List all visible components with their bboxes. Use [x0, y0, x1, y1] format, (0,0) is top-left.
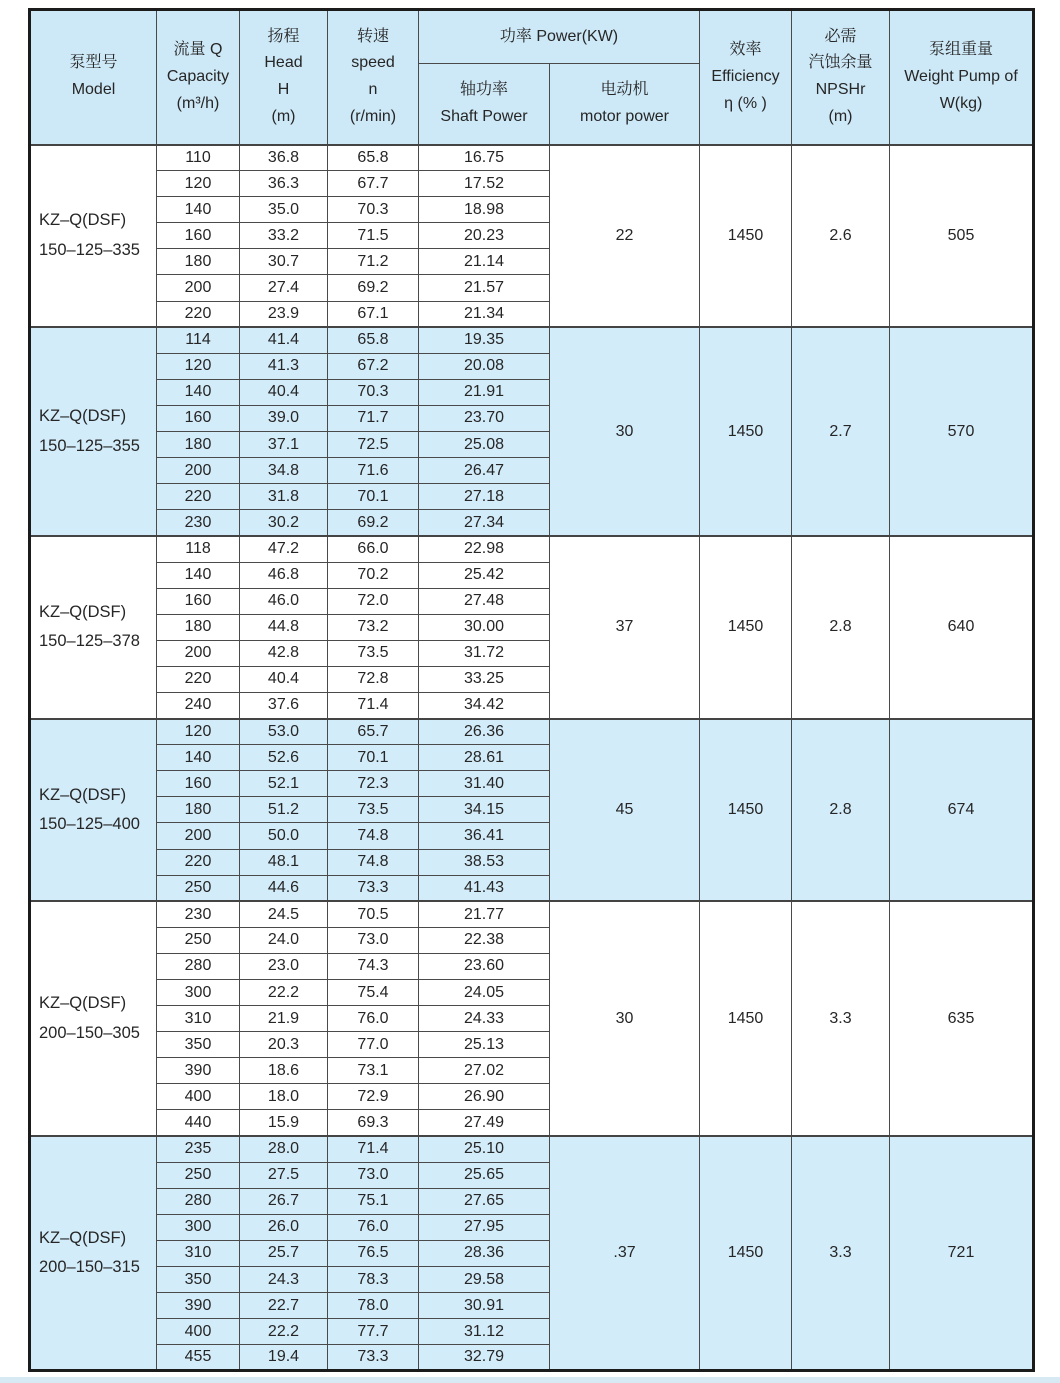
cell-head: 18.6 [240, 1058, 328, 1084]
cell-shaft-power: 27.95 [419, 1214, 550, 1240]
cell-shaft-power: 31.12 [419, 1319, 550, 1345]
cell-model [30, 536, 157, 719]
model-line: KZ–Q(DSF) [39, 785, 127, 804]
cell-speed: 67.1 [328, 301, 419, 327]
cell-capacity: 160 [157, 223, 240, 249]
cell-head: 24.3 [240, 1267, 328, 1293]
cell-head: 22.7 [240, 1293, 328, 1319]
table-header [30, 10, 1034, 145]
cell-head: 34.8 [240, 458, 328, 484]
cell-head: 30.2 [240, 510, 328, 536]
cell-head: 23.9 [240, 301, 328, 327]
cell-capacity: 310 [157, 1006, 240, 1032]
cell-speed: 72.9 [328, 1084, 419, 1110]
cell-speed: 72.5 [328, 432, 419, 458]
cell-capacity: 200 [157, 640, 240, 666]
cell-speed: 78.3 [328, 1267, 419, 1293]
cell-capacity: 240 [157, 692, 240, 718]
cell-head: 40.4 [240, 379, 328, 405]
table-body [30, 145, 1034, 1371]
cell-head: 27.5 [240, 1162, 328, 1188]
cell-speed: 71.7 [328, 405, 419, 431]
table-row [30, 327, 1034, 353]
cell-speed: 70.3 [328, 197, 419, 223]
header-npshr-line: (m) [828, 108, 853, 126]
header-model-line: Model [71, 81, 116, 99]
cell-capacity: 160 [157, 771, 240, 797]
cell-capacity: 250 [157, 927, 240, 953]
cell-head: 31.8 [240, 484, 328, 510]
cell-capacity: 400 [157, 1319, 240, 1345]
header-speed-line: speed [351, 54, 395, 72]
cell-speed: 67.7 [328, 171, 419, 197]
header-model-line: 泵型号 [69, 54, 118, 72]
cell-shaft-power: 30.91 [419, 1293, 550, 1319]
cell-efficiency: 1450 [700, 536, 792, 719]
cell-speed: 77.0 [328, 1032, 419, 1058]
cell-speed: 74.3 [328, 953, 419, 979]
pump-spec-table [28, 8, 1035, 1372]
cell-speed: 69.2 [328, 510, 419, 536]
cell-shaft-power: 26.90 [419, 1084, 550, 1110]
cell-capacity: 440 [157, 1110, 240, 1136]
cell-shaft-power: 21.91 [419, 379, 550, 405]
cell-speed: 75.1 [328, 1188, 419, 1214]
cell-speed: 73.1 [328, 1058, 419, 1084]
bottom-strip [0, 1377, 1060, 1383]
cell-shaft-power: 24.33 [419, 1006, 550, 1032]
header-head [240, 10, 328, 145]
cell-capacity: 300 [157, 1214, 240, 1240]
table-row [30, 719, 1034, 745]
cell-model [30, 1136, 157, 1371]
cell-head: 21.9 [240, 1006, 328, 1032]
cell-speed: 78.0 [328, 1293, 419, 1319]
table-row [30, 1136, 1034, 1162]
model-line: KZ–Q(DSF) [39, 211, 127, 230]
header-capacity-line: (m³/h) [176, 94, 220, 112]
cell-capacity: 120 [157, 171, 240, 197]
cell-capacity: 280 [157, 953, 240, 979]
model-line: 200–150–315 [39, 1258, 140, 1277]
cell-capacity: 200 [157, 458, 240, 484]
cell-shaft-power: 36.41 [419, 823, 550, 849]
cell-capacity: 114 [157, 327, 240, 353]
cell-head: 51.2 [240, 797, 328, 823]
cell-capacity: 220 [157, 484, 240, 510]
cell-shaft-power: 28.36 [419, 1240, 550, 1266]
cell-motor-power: 30 [550, 901, 700, 1136]
cell-capacity: 180 [157, 797, 240, 823]
cell-shaft-power: 21.77 [419, 901, 550, 927]
cell-speed: 70.1 [328, 745, 419, 771]
cell-head: 24.5 [240, 901, 328, 927]
cell-motor-power: 37 [550, 536, 700, 719]
header-speed-line: n [368, 81, 378, 99]
cell-npshr: 2.8 [792, 719, 890, 902]
cell-shaft-power: 27.34 [419, 510, 550, 536]
model-line: 150–125–400 [39, 814, 140, 833]
cell-head: 39.0 [240, 405, 328, 431]
cell-shaft-power: 26.47 [419, 458, 550, 484]
cell-efficiency: 1450 [700, 901, 792, 1136]
header-weight-line: W(kg) [939, 94, 983, 112]
cell-shaft-power: 24.05 [419, 980, 550, 1006]
cell-weight: 635 [890, 901, 1034, 1136]
cell-npshr: 2.7 [792, 327, 890, 536]
header-npshr [792, 10, 890, 145]
cell-shaft-power: 20.08 [419, 353, 550, 379]
cell-speed: 76.0 [328, 1214, 419, 1240]
cell-speed: 74.8 [328, 823, 419, 849]
cell-npshr: 2.6 [792, 145, 890, 328]
cell-head: 44.6 [240, 875, 328, 901]
cell-shaft-power: 28.61 [419, 745, 550, 771]
cell-shaft-power: 21.34 [419, 301, 550, 327]
header-shaft-power-line: Shaft Power [440, 107, 528, 125]
cell-capacity: 220 [157, 666, 240, 692]
header-weight-line: Weight Pump of [904, 67, 1018, 85]
cell-head: 42.8 [240, 640, 328, 666]
cell-shaft-power: 19.35 [419, 327, 550, 353]
table-row [30, 145, 1034, 171]
cell-shaft-power: 25.65 [419, 1162, 550, 1188]
table-row [30, 536, 1034, 562]
cell-capacity: 160 [157, 405, 240, 431]
cell-speed: 70.2 [328, 562, 419, 588]
cell-shaft-power: 18.98 [419, 197, 550, 223]
cell-speed: 65.8 [328, 145, 419, 171]
cell-head: 15.9 [240, 1110, 328, 1136]
model-line: KZ–Q(DSF) [39, 407, 127, 426]
cell-head: 53.0 [240, 719, 328, 745]
cell-head: 24.0 [240, 927, 328, 953]
cell-capacity: 120 [157, 353, 240, 379]
cell-shaft-power: 22.38 [419, 927, 550, 953]
cell-head: 20.3 [240, 1032, 328, 1058]
cell-capacity: 350 [157, 1032, 240, 1058]
cell-head: 27.4 [240, 275, 328, 301]
cell-capacity: 300 [157, 980, 240, 1006]
header-model [30, 10, 157, 145]
cell-efficiency: 1450 [700, 1136, 792, 1371]
cell-capacity: 220 [157, 301, 240, 327]
cell-capacity: 455 [157, 1345, 240, 1371]
cell-head: 22.2 [240, 980, 328, 1006]
header-speed-line: 转速 [356, 27, 389, 45]
cell-shaft-power: 23.70 [419, 405, 550, 431]
cell-capacity: 110 [157, 145, 240, 171]
cell-efficiency: 1450 [700, 719, 792, 902]
cell-capacity: 120 [157, 719, 240, 745]
header-head-line: (m) [271, 108, 296, 126]
cell-speed: 72.3 [328, 771, 419, 797]
cell-head: 19.4 [240, 1345, 328, 1371]
header-shaft-power [419, 64, 550, 145]
header-capacity-line: 流量 Q [173, 40, 223, 58]
cell-motor-power: 30 [550, 327, 700, 536]
cell-motor-power: .37 [550, 1136, 700, 1371]
cell-shaft-power: 17.52 [419, 171, 550, 197]
cell-speed: 72.0 [328, 588, 419, 614]
cell-shaft-power: 21.57 [419, 275, 550, 301]
cell-head: 46.8 [240, 562, 328, 588]
cell-speed: 65.8 [328, 327, 419, 353]
cell-speed: 69.3 [328, 1110, 419, 1136]
header-efficiency-line: Efficiency [711, 67, 780, 85]
cell-head: 25.7 [240, 1240, 328, 1266]
cell-speed: 71.5 [328, 223, 419, 249]
cell-capacity: 235 [157, 1136, 240, 1162]
cell-head: 33.2 [240, 223, 328, 249]
cell-shaft-power: 27.18 [419, 484, 550, 510]
cell-capacity: 160 [157, 588, 240, 614]
cell-model [30, 327, 157, 536]
cell-capacity: 230 [157, 901, 240, 927]
cell-head: 35.0 [240, 197, 328, 223]
cell-shaft-power: 41.43 [419, 875, 550, 901]
cell-model [30, 719, 157, 902]
model-line: KZ–Q(DSF) [39, 602, 127, 621]
cell-shaft-power: 16.75 [419, 145, 550, 171]
cell-speed: 73.5 [328, 640, 419, 666]
cell-weight: 674 [890, 719, 1034, 902]
cell-speed: 75.4 [328, 980, 419, 1006]
cell-shaft-power: 27.49 [419, 1110, 550, 1136]
cell-speed: 71.6 [328, 458, 419, 484]
cell-head: 36.3 [240, 171, 328, 197]
header-motor-power [550, 64, 700, 145]
cell-head: 18.0 [240, 1084, 328, 1110]
cell-shaft-power: 38.53 [419, 849, 550, 875]
cell-shaft-power: 25.10 [419, 1136, 550, 1162]
cell-head: 41.4 [240, 327, 328, 353]
cell-head: 26.0 [240, 1214, 328, 1240]
cell-capacity: 280 [157, 1188, 240, 1214]
header-efficiency-line: 效率 [729, 40, 762, 58]
cell-shaft-power: 29.58 [419, 1267, 550, 1293]
header-shaft-power-line: 轴功率 [459, 80, 508, 98]
cell-capacity: 230 [157, 510, 240, 536]
header-npshr-line: 汽蚀余量 [808, 54, 873, 72]
cell-shaft-power: 25.42 [419, 562, 550, 588]
cell-speed: 72.8 [328, 666, 419, 692]
cell-speed: 76.5 [328, 1240, 419, 1266]
header-npshr-line: 必需 [824, 27, 857, 45]
header-weight [890, 10, 1034, 145]
cell-npshr: 2.8 [792, 536, 890, 719]
cell-capacity: 140 [157, 562, 240, 588]
cell-head: 50.0 [240, 823, 328, 849]
cell-shaft-power: 27.48 [419, 588, 550, 614]
header-npshr-line: NPSHr [815, 81, 866, 99]
cell-speed: 73.3 [328, 875, 419, 901]
cell-weight: 570 [890, 327, 1034, 536]
header-speed [328, 10, 419, 145]
cell-speed: 76.0 [328, 1006, 419, 1032]
cell-efficiency: 1450 [700, 145, 792, 328]
cell-capacity: 140 [157, 745, 240, 771]
cell-capacity: 140 [157, 379, 240, 405]
cell-head: 48.1 [240, 849, 328, 875]
cell-model [30, 145, 157, 328]
cell-head: 46.0 [240, 588, 328, 614]
cell-head: 30.7 [240, 249, 328, 275]
cell-efficiency: 1450 [700, 327, 792, 536]
cell-head: 37.1 [240, 432, 328, 458]
cell-speed: 66.0 [328, 536, 419, 562]
header-motor-power-line: 电动机 [600, 80, 649, 98]
cell-shaft-power: 31.40 [419, 771, 550, 797]
cell-speed: 71.4 [328, 692, 419, 718]
cell-shaft-power: 25.13 [419, 1032, 550, 1058]
cell-head: 41.3 [240, 353, 328, 379]
cell-model [30, 901, 157, 1136]
model-line: 200–150–305 [39, 1023, 140, 1042]
cell-weight: 640 [890, 536, 1034, 719]
cell-shaft-power: 21.14 [419, 249, 550, 275]
cell-head: 37.6 [240, 692, 328, 718]
cell-speed: 69.2 [328, 275, 419, 301]
cell-shaft-power: 31.72 [419, 640, 550, 666]
cell-shaft-power: 27.65 [419, 1188, 550, 1214]
model-line: KZ–Q(DSF) [39, 994, 127, 1013]
cell-speed: 74.8 [328, 849, 419, 875]
cell-speed: 70.5 [328, 901, 419, 927]
cell-capacity: 180 [157, 249, 240, 275]
cell-capacity: 180 [157, 614, 240, 640]
cell-npshr: 3.3 [792, 901, 890, 1136]
cell-capacity: 310 [157, 1240, 240, 1266]
cell-capacity: 250 [157, 875, 240, 901]
cell-npshr: 3.3 [792, 1136, 890, 1371]
model-line: KZ–Q(DSF) [39, 1228, 127, 1247]
cell-shaft-power: 23.60 [419, 953, 550, 979]
model-line: 150–125–355 [39, 436, 140, 455]
cell-speed: 67.2 [328, 353, 419, 379]
cell-speed: 65.7 [328, 719, 419, 745]
header-head-line: H [277, 81, 290, 99]
cell-speed: 73.2 [328, 614, 419, 640]
cell-capacity: 400 [157, 1084, 240, 1110]
cell-shaft-power: 20.23 [419, 223, 550, 249]
cell-capacity: 350 [157, 1267, 240, 1293]
cell-capacity: 220 [157, 849, 240, 875]
cell-speed: 73.0 [328, 927, 419, 953]
cell-speed: 70.3 [328, 379, 419, 405]
cell-weight: 505 [890, 145, 1034, 328]
cell-shaft-power: 22.98 [419, 536, 550, 562]
cell-speed: 73.5 [328, 797, 419, 823]
header-capacity [157, 10, 240, 145]
cell-speed: 73.0 [328, 1162, 419, 1188]
cell-capacity: 200 [157, 275, 240, 301]
header-head-line: 扬程 [267, 27, 300, 45]
cell-head: 22.2 [240, 1319, 328, 1345]
cell-capacity: 200 [157, 823, 240, 849]
cell-shaft-power: 26.36 [419, 719, 550, 745]
cell-shaft-power: 33.25 [419, 666, 550, 692]
header-capacity-line: Capacity [166, 67, 230, 85]
cell-speed: 73.3 [328, 1345, 419, 1371]
header-efficiency-line: η (% ) [724, 94, 767, 112]
cell-shaft-power: 34.42 [419, 692, 550, 718]
header-weight-line: 泵组重量 [929, 40, 994, 58]
cell-head: 23.0 [240, 953, 328, 979]
cell-shaft-power: 25.08 [419, 432, 550, 458]
cell-capacity: 118 [157, 536, 240, 562]
cell-capacity: 390 [157, 1293, 240, 1319]
table-row [30, 901, 1034, 927]
cell-head: 28.0 [240, 1136, 328, 1162]
cell-head: 52.6 [240, 745, 328, 771]
cell-shaft-power: 32.79 [419, 1345, 550, 1371]
header-efficiency [700, 10, 792, 145]
cell-motor-power: 45 [550, 719, 700, 902]
header-power: 功率 Power(KW) [419, 10, 700, 64]
cell-head: 36.8 [240, 145, 328, 171]
cell-weight: 721 [890, 1136, 1034, 1371]
cell-speed: 71.4 [328, 1136, 419, 1162]
cell-head: 47.2 [240, 536, 328, 562]
header-speed-line: (r/min) [349, 108, 397, 126]
cell-speed: 77.7 [328, 1319, 419, 1345]
cell-shaft-power: 34.15 [419, 797, 550, 823]
cell-capacity: 390 [157, 1058, 240, 1084]
model-line: 150–125–378 [39, 632, 140, 651]
header-motor-power-line: motor power [580, 107, 669, 125]
cell-capacity: 140 [157, 197, 240, 223]
cell-shaft-power: 27.02 [419, 1058, 550, 1084]
cell-capacity: 180 [157, 432, 240, 458]
cell-speed: 71.2 [328, 249, 419, 275]
cell-speed: 70.1 [328, 484, 419, 510]
cell-shaft-power: 30.00 [419, 614, 550, 640]
header-head-line: Head [264, 54, 303, 72]
cell-motor-power: 22 [550, 145, 700, 328]
cell-head: 52.1 [240, 771, 328, 797]
model-line: 150–125–335 [39, 240, 140, 259]
cell-head: 40.4 [240, 666, 328, 692]
cell-capacity: 250 [157, 1162, 240, 1188]
cell-head: 44.8 [240, 614, 328, 640]
cell-head: 26.7 [240, 1188, 328, 1214]
